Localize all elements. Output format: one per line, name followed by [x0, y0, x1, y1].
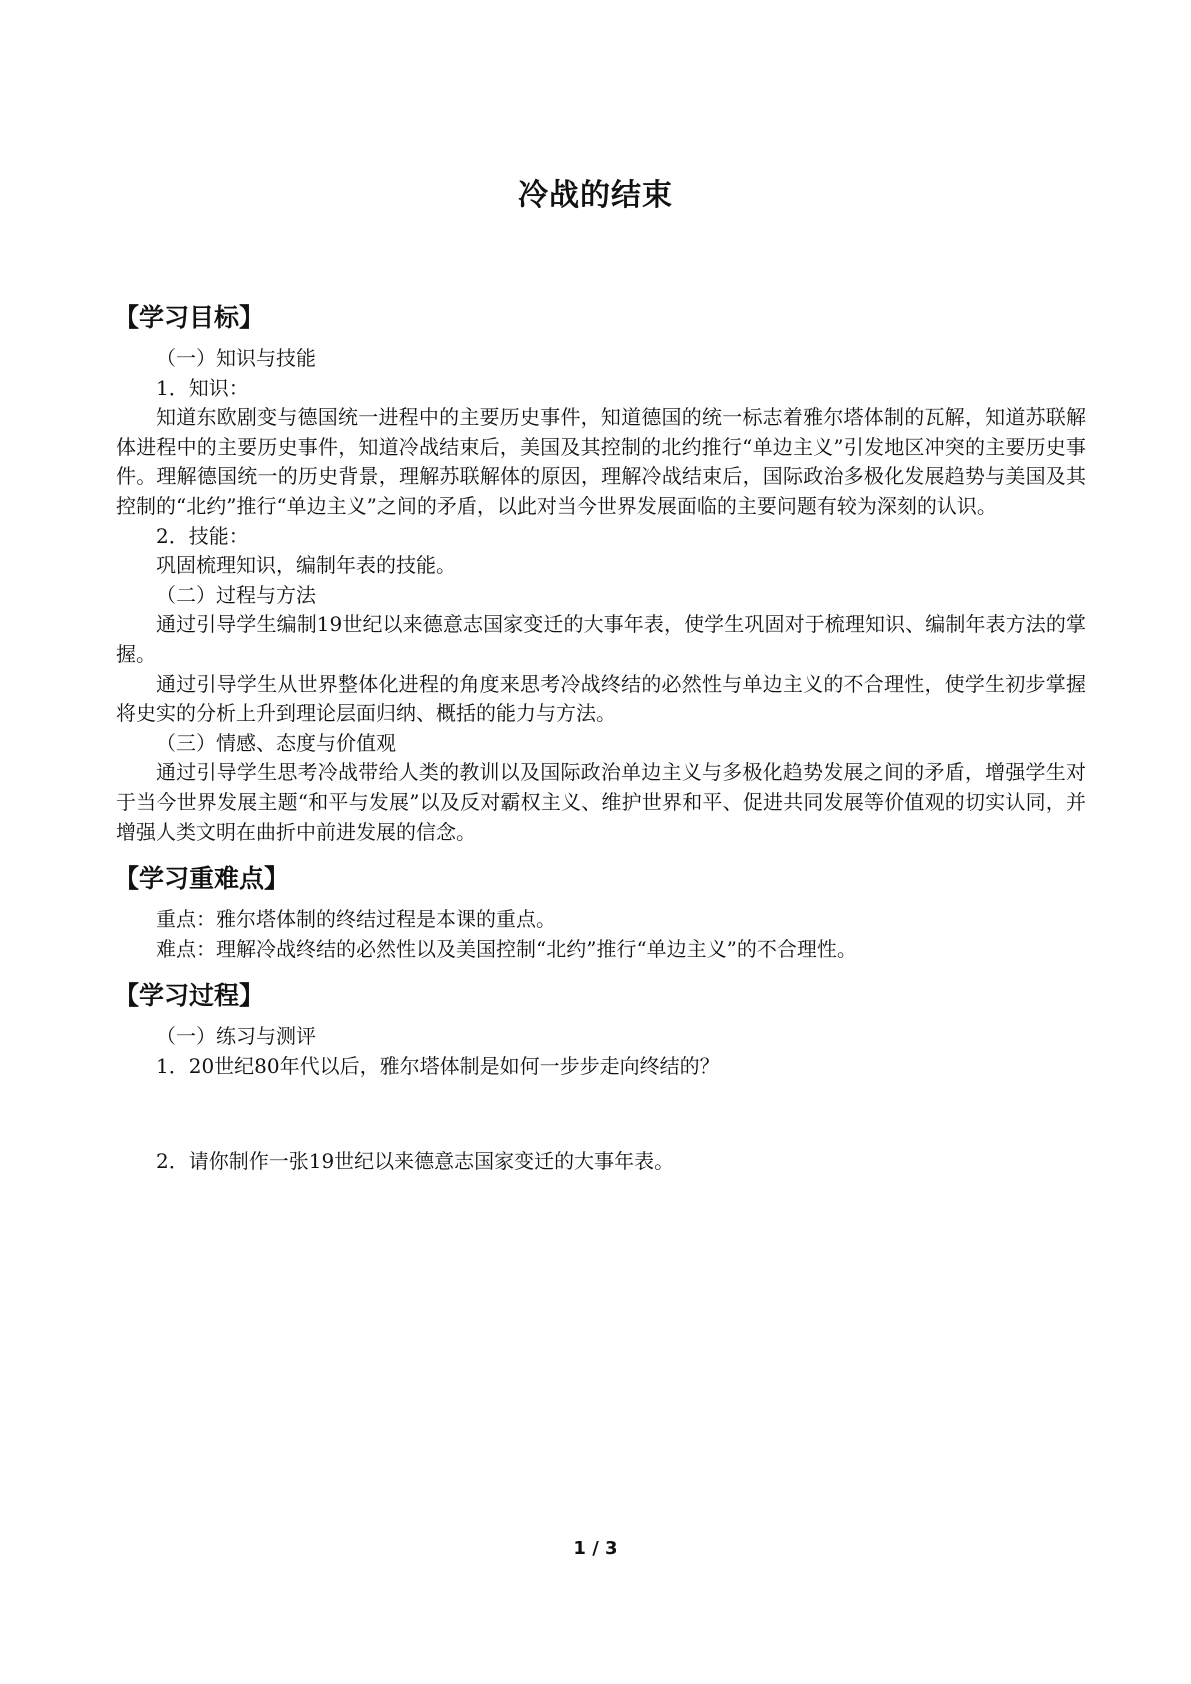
question-1: 1．20世纪80年代以后，雅尔塔体制是如何一步步走向终结的？ — [156, 1053, 720, 1078]
paragraph-process-1: 通过引导学生编制19世纪以来德意志国家变迁的大事年表，使学生巩固对于梳理知识、编制年表方法的掌握。 — [116, 612, 1086, 666]
document-title: 冷战的结束 — [518, 178, 673, 213]
section-heading-learning-objectives: 【学习目标】 — [114, 303, 265, 332]
paragraph-emotion-values: 通过引导学生思考冷战带给人类的教训以及国际政治单边主义与多极化趋势发展之间的矛盾，增强学生对于当今世界发展主题“和平与发展”以及反对霸权主义、维护世界和平、促进共同发展等价值观的切实认同，并增强人类文明在曲折中前进发展的信念。 — [116, 760, 1086, 844]
paragraph-process-2: 通过引导学生从世界整体化进程的角度来思考冷战终结的必然性与单边主义的不合理性，使学生初步掌握将史实的分析上升到理论层面归纳、概括的能力与方法。 — [116, 671, 1086, 726]
subheading-practice-evaluation: （一）练习与测评 — [156, 1024, 316, 1049]
document-body — [116, 300, 1086, 1177]
paragraph-difficult-point: 难点：理解冷战终结的必然性以及美国控制“北约”推行“单边主义”的不合理性。 — [156, 936, 857, 961]
answer-space — [116, 1081, 1086, 1147]
section-heading-key-difficult-points: 【学习重难点】 — [114, 864, 290, 894]
subheading-process-methods: （二）过程与方法 — [156, 582, 316, 607]
item-skills-label: 2．技能： — [156, 523, 249, 548]
subheading-emotion-values: （三）情感、态度与价值观 — [156, 730, 396, 755]
page-number: 1 / 3 — [573, 1538, 618, 1559]
paragraph-skills: 巩固梳理知识，编制年表的技能。 — [156, 553, 456, 578]
question-2: 2．请你制作一张19世纪以来德意志国家变迁的大事年表。 — [156, 1149, 675, 1174]
subheading-knowledge-skills: （一）知识与技能 — [156, 346, 316, 370]
paragraph-knowledge: 知道东欧剧变与德国统一进程中的主要历史事件，知道德国的统一标志着雅尔塔体制的瓦解，知道苏联解体进程中的主要历史事件，知道冷战结束后，美国及其控制的北约推行“单边主义”引发地区冲突的主要历史事件。理解德国统一的历史背景，理解苏联解体的原因，理解冷战结束后，国际政治多极化发展趋势与美国及其控制的“北约”推行“单边主义”之间的矛盾，以此对当今世界发展面临的主要问题有较为深刻的认识。 — [116, 405, 1086, 518]
section-heading-learning-process: 【学习过程】 — [114, 981, 265, 1011]
paragraph-key-point: 重点：雅尔塔体制的终结过程是本课的重点。 — [156, 907, 556, 932]
item-knowledge-label: 1．知识： — [156, 375, 249, 400]
